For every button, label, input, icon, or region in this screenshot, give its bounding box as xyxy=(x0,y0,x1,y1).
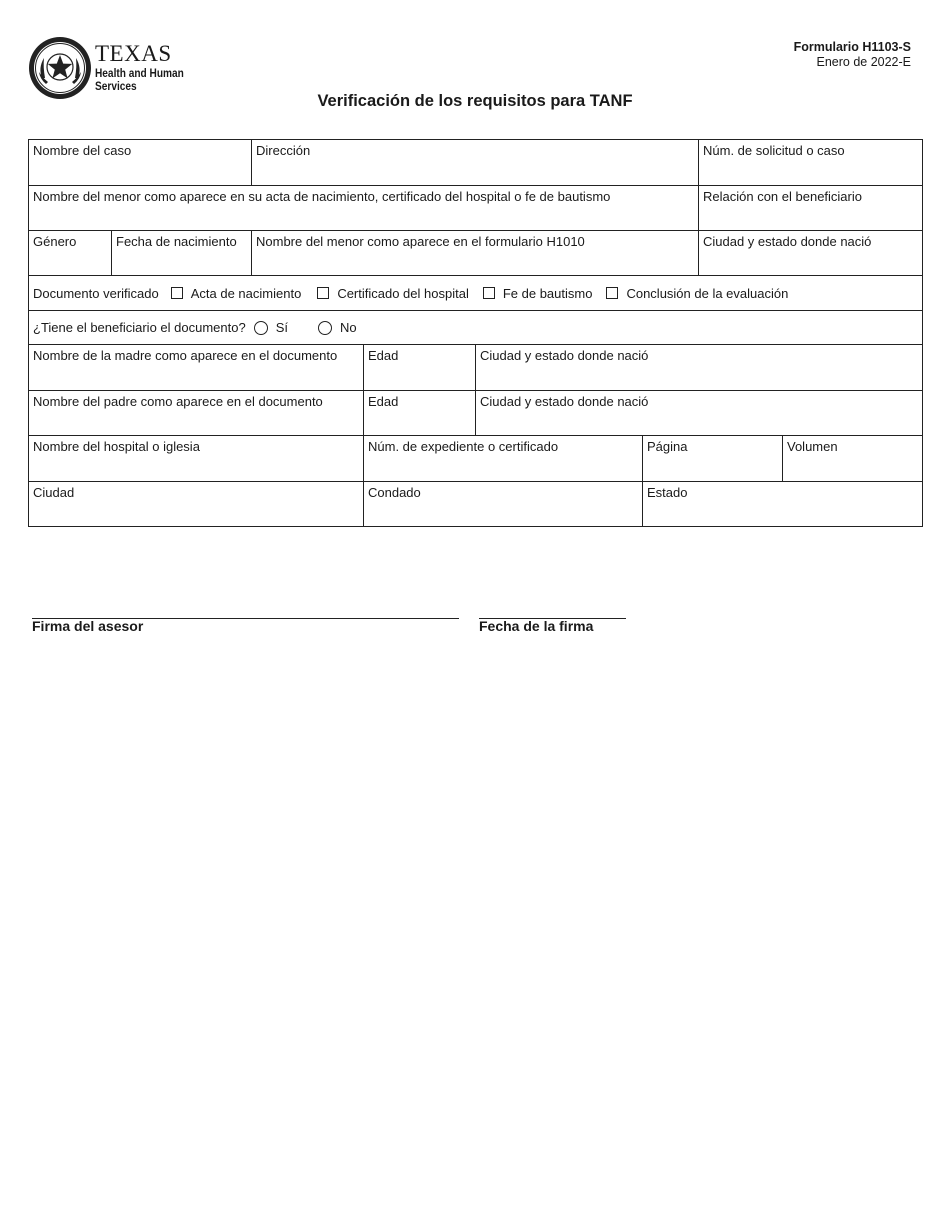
radio-option-no[interactable] xyxy=(310,320,357,335)
checkbox-baptism[interactable] xyxy=(483,287,495,299)
case-name-label: Nombre del caso xyxy=(33,143,132,158)
case-number-field[interactable] xyxy=(699,140,922,185)
father-birthplace-label: Ciudad y estado donde nació xyxy=(480,394,649,409)
radio-yes-label: Sí xyxy=(275,320,288,335)
doc-option-label: Fe de bautismo xyxy=(502,285,593,301)
document-verified-label: Documento verificado xyxy=(33,285,159,301)
county-label: Condado xyxy=(368,485,421,500)
volume-label: Volumen xyxy=(787,439,838,454)
child-name-h1010-label: Nombre del menor como aparece en el formulario H1010 xyxy=(256,234,585,249)
record-number-label: Núm. de expediente o certificado xyxy=(368,439,559,454)
form-date: Enero de 2022-E xyxy=(816,55,911,69)
logo-line-1: Health and Human xyxy=(95,68,184,80)
hospital-church-field[interactable] xyxy=(29,436,364,481)
document-verified-cell xyxy=(29,276,922,310)
case-name-field[interactable] xyxy=(29,140,252,185)
signature-date-line[interactable] xyxy=(479,618,626,634)
form-row-has-document xyxy=(28,310,923,344)
logo-texas-text: TEXAS xyxy=(95,41,172,66)
form-number: Formulario H1103-S xyxy=(793,40,911,54)
relationship-label: Relación con el beneficiario xyxy=(703,189,862,204)
city-label: Ciudad xyxy=(33,485,75,500)
mother-name-label: Nombre de la madre como aparece en el documento xyxy=(33,348,338,363)
birth-date-label: Fecha de nacimiento xyxy=(116,234,237,249)
signature-date-label: Fecha de la firma xyxy=(479,618,594,634)
has-document-cell xyxy=(29,311,922,344)
radio-option-yes[interactable] xyxy=(246,320,288,335)
state-field[interactable] xyxy=(643,482,922,526)
birth-date-field[interactable] xyxy=(112,231,252,275)
advisor-signature-line[interactable] xyxy=(32,618,459,634)
gender-field[interactable] xyxy=(29,231,112,275)
hospital-church-label: Nombre del hospital o iglesia xyxy=(33,439,200,454)
logo-wordmark xyxy=(95,42,196,94)
doc-option-label: Conclusión de la evaluación xyxy=(626,285,789,301)
doc-option-hospital-certificate[interactable] xyxy=(305,286,469,301)
form-row-2 xyxy=(28,185,923,230)
form-row-father xyxy=(28,390,923,435)
record-number-field[interactable] xyxy=(364,436,643,481)
father-birthplace-field[interactable] xyxy=(476,391,922,435)
form-row-hospital xyxy=(28,435,923,481)
volume-field[interactable] xyxy=(783,436,922,481)
county-field[interactable] xyxy=(364,482,643,526)
child-name-document-label: Nombre del menor como aparece en su acta de nacimiento, certificado del hospital o fe de bautismo xyxy=(33,189,611,204)
checkbox-evaluation[interactable] xyxy=(606,287,618,299)
radio-yes[interactable] xyxy=(254,321,268,335)
form-row-3 xyxy=(28,230,923,275)
radio-no[interactable] xyxy=(318,321,332,335)
advisor-signature-label: Firma del asesor xyxy=(32,618,144,634)
address-label: Dirección xyxy=(256,143,311,158)
state-label: Estado xyxy=(647,485,688,500)
father-age-field[interactable] xyxy=(364,391,476,435)
father-name-field[interactable] xyxy=(29,391,364,435)
page-title: Verificación de los requisitos para TANF xyxy=(317,92,633,110)
mother-age-label: Edad xyxy=(368,348,399,363)
form-grid xyxy=(28,139,923,527)
doc-option-label: Acta de nacimiento xyxy=(190,285,302,301)
radio-no-label: No xyxy=(340,320,357,335)
page-label: Página xyxy=(647,439,688,454)
birth-city-state-field[interactable] xyxy=(699,231,922,275)
doc-option-evaluation[interactable] xyxy=(594,286,788,301)
texas-seal-icon xyxy=(28,36,92,100)
city-field[interactable] xyxy=(29,482,364,526)
father-age-label: Edad xyxy=(368,394,399,409)
doc-option-label: Certificado del hospital xyxy=(337,285,469,301)
mother-name-field[interactable] xyxy=(29,345,364,390)
doc-option-birth-certificate[interactable] xyxy=(159,286,302,301)
form-row-1 xyxy=(28,139,923,185)
birth-city-state-label: Ciudad y estado donde nació xyxy=(703,234,872,249)
form-row-location xyxy=(28,481,923,527)
hhs-logo xyxy=(28,36,198,100)
doc-option-baptism[interactable] xyxy=(471,286,593,301)
address-field[interactable] xyxy=(252,140,699,185)
mother-birthplace-field[interactable] xyxy=(476,345,922,390)
relationship-field[interactable] xyxy=(699,186,922,230)
page-field[interactable] xyxy=(643,436,783,481)
checkbox-hospital-certificate[interactable] xyxy=(317,287,329,299)
case-number-label: Núm. de solicitud o caso xyxy=(703,143,845,158)
form-identifier xyxy=(794,40,911,70)
checkbox-birth-certificate[interactable] xyxy=(171,287,183,299)
gender-label: Género xyxy=(33,234,77,249)
logo-line-2: Services xyxy=(95,81,137,93)
form-row-mother xyxy=(28,344,923,390)
child-name-h1010-field[interactable] xyxy=(252,231,699,275)
mother-age-field[interactable] xyxy=(364,345,476,390)
father-name-label: Nombre del padre como aparece en el documento xyxy=(33,394,323,409)
mother-birthplace-label: Ciudad y estado donde nació xyxy=(480,348,649,363)
form-row-document-verified xyxy=(28,275,923,310)
child-name-document-field[interactable] xyxy=(29,186,699,230)
has-document-question: ¿Tiene el beneficiario el documento? xyxy=(33,320,246,335)
